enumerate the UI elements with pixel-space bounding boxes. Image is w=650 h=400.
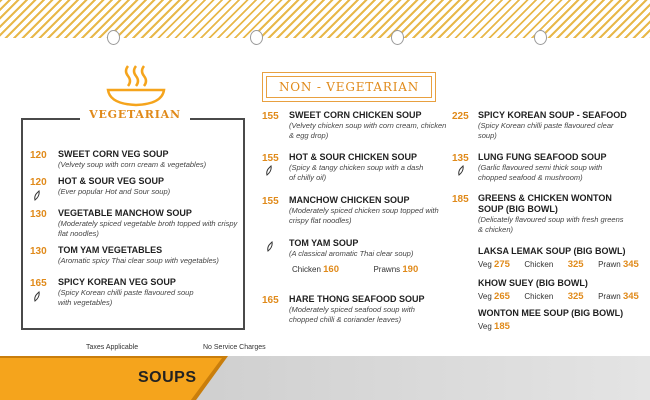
option-label: Veg [478,260,492,269]
item-description: (Moderately spiced chicken soup topped with crispy flat noodles) [289,206,439,225]
item-name: HOT & SOUR VEG SOUP [58,176,165,186]
item-name: VEGETABLE MANCHOW SOUP [58,208,192,218]
menu-item [478,246,639,270]
option-label: Chicken [524,260,554,269]
non-vegetarian-title: NON - VEGETARIAN [262,72,436,102]
bottom-band-shade [190,356,650,400]
item-description: (Spicy Korean chilli paste flavoured soup with vegetables) [58,288,194,307]
item-description: (Spicy Korean chilli paste flavoured clear soup) [478,121,614,140]
item-price: 155 [262,153,279,164]
item-price: 165 [30,278,47,289]
vegetarian-title: VEGETARIAN [80,108,190,124]
item-name: KHOW SUEY (BIG BOWL) [478,278,588,288]
item-description: (Moderately spiced vegetable broth topped with crispy flat noodles) [58,219,238,238]
option-price: 345 [622,259,639,270]
option-label: Chicken [292,264,321,274]
item-description: (Spicy & tangy chicken soup with a dash of chilly oil) [289,163,424,182]
item-price: 135 [452,153,469,164]
top-stripe-decoration [0,0,650,38]
option-label: Prawns [373,264,401,274]
item-price: 120 [30,177,47,188]
service-note: No Service Charges [203,344,266,351]
item-price: 155 [262,111,279,122]
item-name: TOM YAM SOUP [289,238,359,248]
item-name: LAKSA LEMAK SOUP (BIG BOWL) [478,246,626,256]
item-name: SPICY KOREAN VEG SOUP [58,277,176,287]
option-price: 190 [402,263,419,275]
item-description: (Garlic flavoured semi thick soup with chopped seafood & mushroom) [478,163,603,182]
item-description: (Delicately flavoured soup with fresh greens & chicken) [478,215,624,234]
item-name: TOM YAM VEGETABLES [58,245,163,255]
option-price: 185 [494,321,510,332]
menu-item [478,278,639,302]
item-price: 130 [30,209,47,220]
chili-icon [266,241,274,252]
item-name: HOT & SOUR CHICKEN SOUP [289,152,418,162]
option-label: Prawn [598,292,621,301]
item-name: GREENS & CHICKEN WONTON SOUP (BIG BOWL) [478,193,612,214]
chili-icon [457,165,465,176]
bowl-icon [104,64,168,108]
item-description: (Aromatic spicy Thai clear soup with vegetables) [58,256,219,265]
binder-hole [391,30,404,45]
option-label: Chicken [524,292,554,301]
item-name: SWEET CORN CHICKEN SOUP [289,110,422,120]
section-label: SOUPS [138,369,197,386]
item-name: HARE THONG SEAFOOD SOUP [289,294,425,304]
option-price: 325 [567,259,584,270]
option-price: 275 [494,259,510,270]
option-price: 160 [323,263,339,275]
option-label: Prawn [598,260,621,269]
item-description: (Moderately spiced seafood soup with chopped chilli & coriander leaves) [289,305,415,324]
item-price: 155 [262,196,279,207]
item-price: 225 [452,111,469,122]
option-price: 345 [622,291,639,302]
option-price: 325 [567,291,584,302]
item-description: (Ever popular Hot and Sour soup) [58,187,171,196]
item-name: WONTON MEE SOUP (BIG BOWL) [478,308,624,318]
binder-hole [107,30,120,45]
chili-icon [265,165,273,176]
menu-item [478,308,623,332]
item-price: 185 [452,194,469,205]
item-description: (Velvety soup with corn cream & vegetables) [58,160,207,169]
binder-hole [250,30,263,45]
item-description: (Velvety chicken soup with corn cream, chicken & egg drop) [289,121,447,140]
option-label: Veg [478,322,492,331]
option-label: Veg [478,292,492,301]
item-name: SWEET CORN VEG SOUP [58,149,169,159]
item-price: 130 [30,246,47,257]
item-name: LUNG FUNG SEAFOOD SOUP [478,152,607,162]
option-price: 265 [494,291,510,302]
taxes-note: Taxes Applicable [86,344,139,351]
binder-hole [534,30,547,45]
chili-icon [33,190,41,201]
item-price: 120 [30,150,47,161]
item-price: 165 [262,295,279,306]
item-name: MANCHOW CHICKEN SOUP [289,195,410,205]
chili-icon [33,291,41,302]
item-name: SPICY KOREAN SOUP - SEAFOOD [478,110,627,120]
item-description: (A classical aromatic Thai clear soup) [289,249,414,258]
